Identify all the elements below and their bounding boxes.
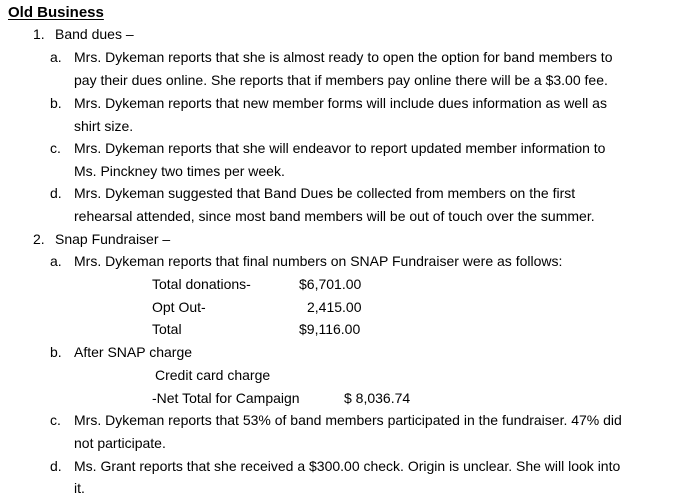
item-heading-band-dues: Band dues – (55, 26, 134, 42)
sub-item-line: pay their dues online. She reports that if members pay online there will be a $3.00 fee. (74, 72, 608, 88)
sub-item-line: Mrs. Dykeman reports that 53% of band members participated in the fundraiser. 47% did (74, 412, 622, 428)
section-title: Old Business (8, 4, 104, 21)
table-row-value: $9,116.00 (299, 321, 361, 337)
sub-item-line: shirt size. (74, 118, 134, 134)
sub-item-line: Ms. Pinckney two times per week. (74, 163, 285, 179)
sub-item-line: Mrs. Dykeman reports that new member forms will include dues information as well as (74, 95, 607, 111)
credit-card-charge-label: Credit card charge (155, 367, 271, 383)
sub-item-line: it. (74, 480, 85, 496)
net-total-label: -Net Total for Campaign (152, 390, 300, 406)
table-row-value: 2,415.00 (307, 299, 362, 315)
sub-item-line: After SNAP charge (74, 344, 193, 360)
sub-item-line: Mrs. Dykeman reports that final numbers on SNAP Fundraiser were as follows: (74, 253, 563, 269)
sub-letter: c. (50, 412, 61, 428)
sub-letter: b. (50, 95, 62, 111)
sub-item-line: Ms. Grant reports that she received a $300.00 check. Origin is unclear. She will look into (74, 458, 621, 474)
table-row-label: Opt Out- (152, 299, 206, 315)
sub-item-line: Mrs. Dykeman suggested that Band Dues be collected from members on the first (74, 185, 576, 201)
sub-letter: d. (50, 458, 62, 474)
net-total-value: $ 8,036.74 (344, 390, 411, 406)
table-row-label: Total (152, 321, 182, 337)
sub-item-line: not participate. (74, 435, 166, 451)
sub-letter: c. (50, 140, 61, 156)
sub-letter: a. (50, 253, 62, 269)
table-row-value: $6,701.00 (299, 276, 362, 292)
sub-item-line: rehearsal attended, since most band members will be out of touch over the summer. (74, 208, 595, 224)
item-heading-snap-fundraiser: Snap Fundraiser – (55, 231, 171, 247)
sub-item-line: Mrs. Dykeman reports that she will endeavor to report updated member information to (74, 140, 606, 156)
sub-letter: b. (50, 344, 62, 360)
item-number: 1. (33, 26, 45, 42)
table-row-label: Total donations- (152, 276, 251, 292)
sub-letter: a. (50, 49, 62, 65)
item-number: 2. (33, 231, 45, 247)
sub-item-line: Mrs. Dykeman reports that she is almost ready to open the option for band members to (74, 49, 613, 65)
sub-letter: d. (50, 185, 62, 201)
